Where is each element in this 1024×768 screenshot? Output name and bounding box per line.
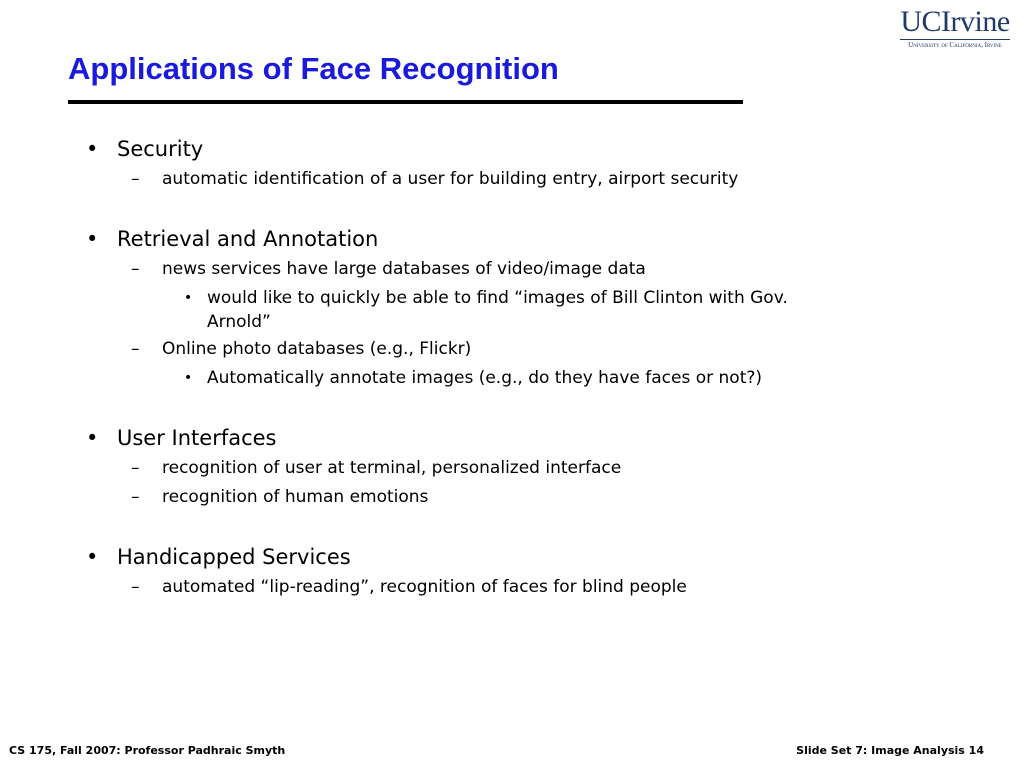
list-item: automatic identification of a user for building entry, airport security	[162, 169, 739, 189]
list-item: Online photo databases (e.g., Flickr)	[162, 339, 472, 359]
section-heading-user-interfaces: User Interfaces	[117, 426, 277, 450]
sub-bullet-marker: •	[184, 370, 193, 386]
bullet-marker: •	[86, 545, 99, 569]
slide-title: Applications of Face Recognition	[68, 51, 559, 86]
bullet-marker: •	[86, 227, 99, 251]
dash-marker: –	[131, 339, 140, 359]
sub-bullet-marker: •	[184, 290, 193, 306]
logo-wordmark: UCIrvine	[900, 5, 1010, 38]
dash-marker: –	[131, 577, 140, 597]
dash-marker: –	[131, 169, 140, 189]
footer-slide-number: Slide Set 7: Image Analysis 14	[796, 744, 984, 757]
sub-list-item: would like to quickly be able to find “images of Bill Clinton with Gov.	[207, 288, 788, 308]
footer-course-info: CS 175, Fall 2007: Professor Padhraic Smyth	[9, 744, 286, 757]
list-item: automated “lip-reading”, recognition of faces for blind people	[162, 577, 687, 597]
list-item: recognition of user at terminal, personalized interface	[162, 458, 622, 478]
sub-list-item: Automatically annotate images (e.g., do they have faces or not?)	[207, 368, 763, 388]
dash-marker: –	[131, 259, 140, 279]
list-item: recognition of human emotions	[162, 487, 429, 507]
dash-marker: –	[131, 487, 140, 507]
dash-marker: –	[131, 458, 140, 478]
section-heading-security: Security	[117, 137, 204, 161]
bullet-marker: •	[86, 137, 99, 161]
section-heading-retrieval: Retrieval and Annotation	[117, 227, 379, 251]
section-heading-handicapped: Handicapped Services	[117, 545, 351, 569]
bullet-marker: •	[86, 426, 99, 450]
sub-list-item-continued: Arnold”	[207, 312, 271, 332]
logo-subtitle: University of California, Irvine	[908, 41, 1002, 49]
list-item: news services have large databases of video/image data	[162, 259, 646, 279]
